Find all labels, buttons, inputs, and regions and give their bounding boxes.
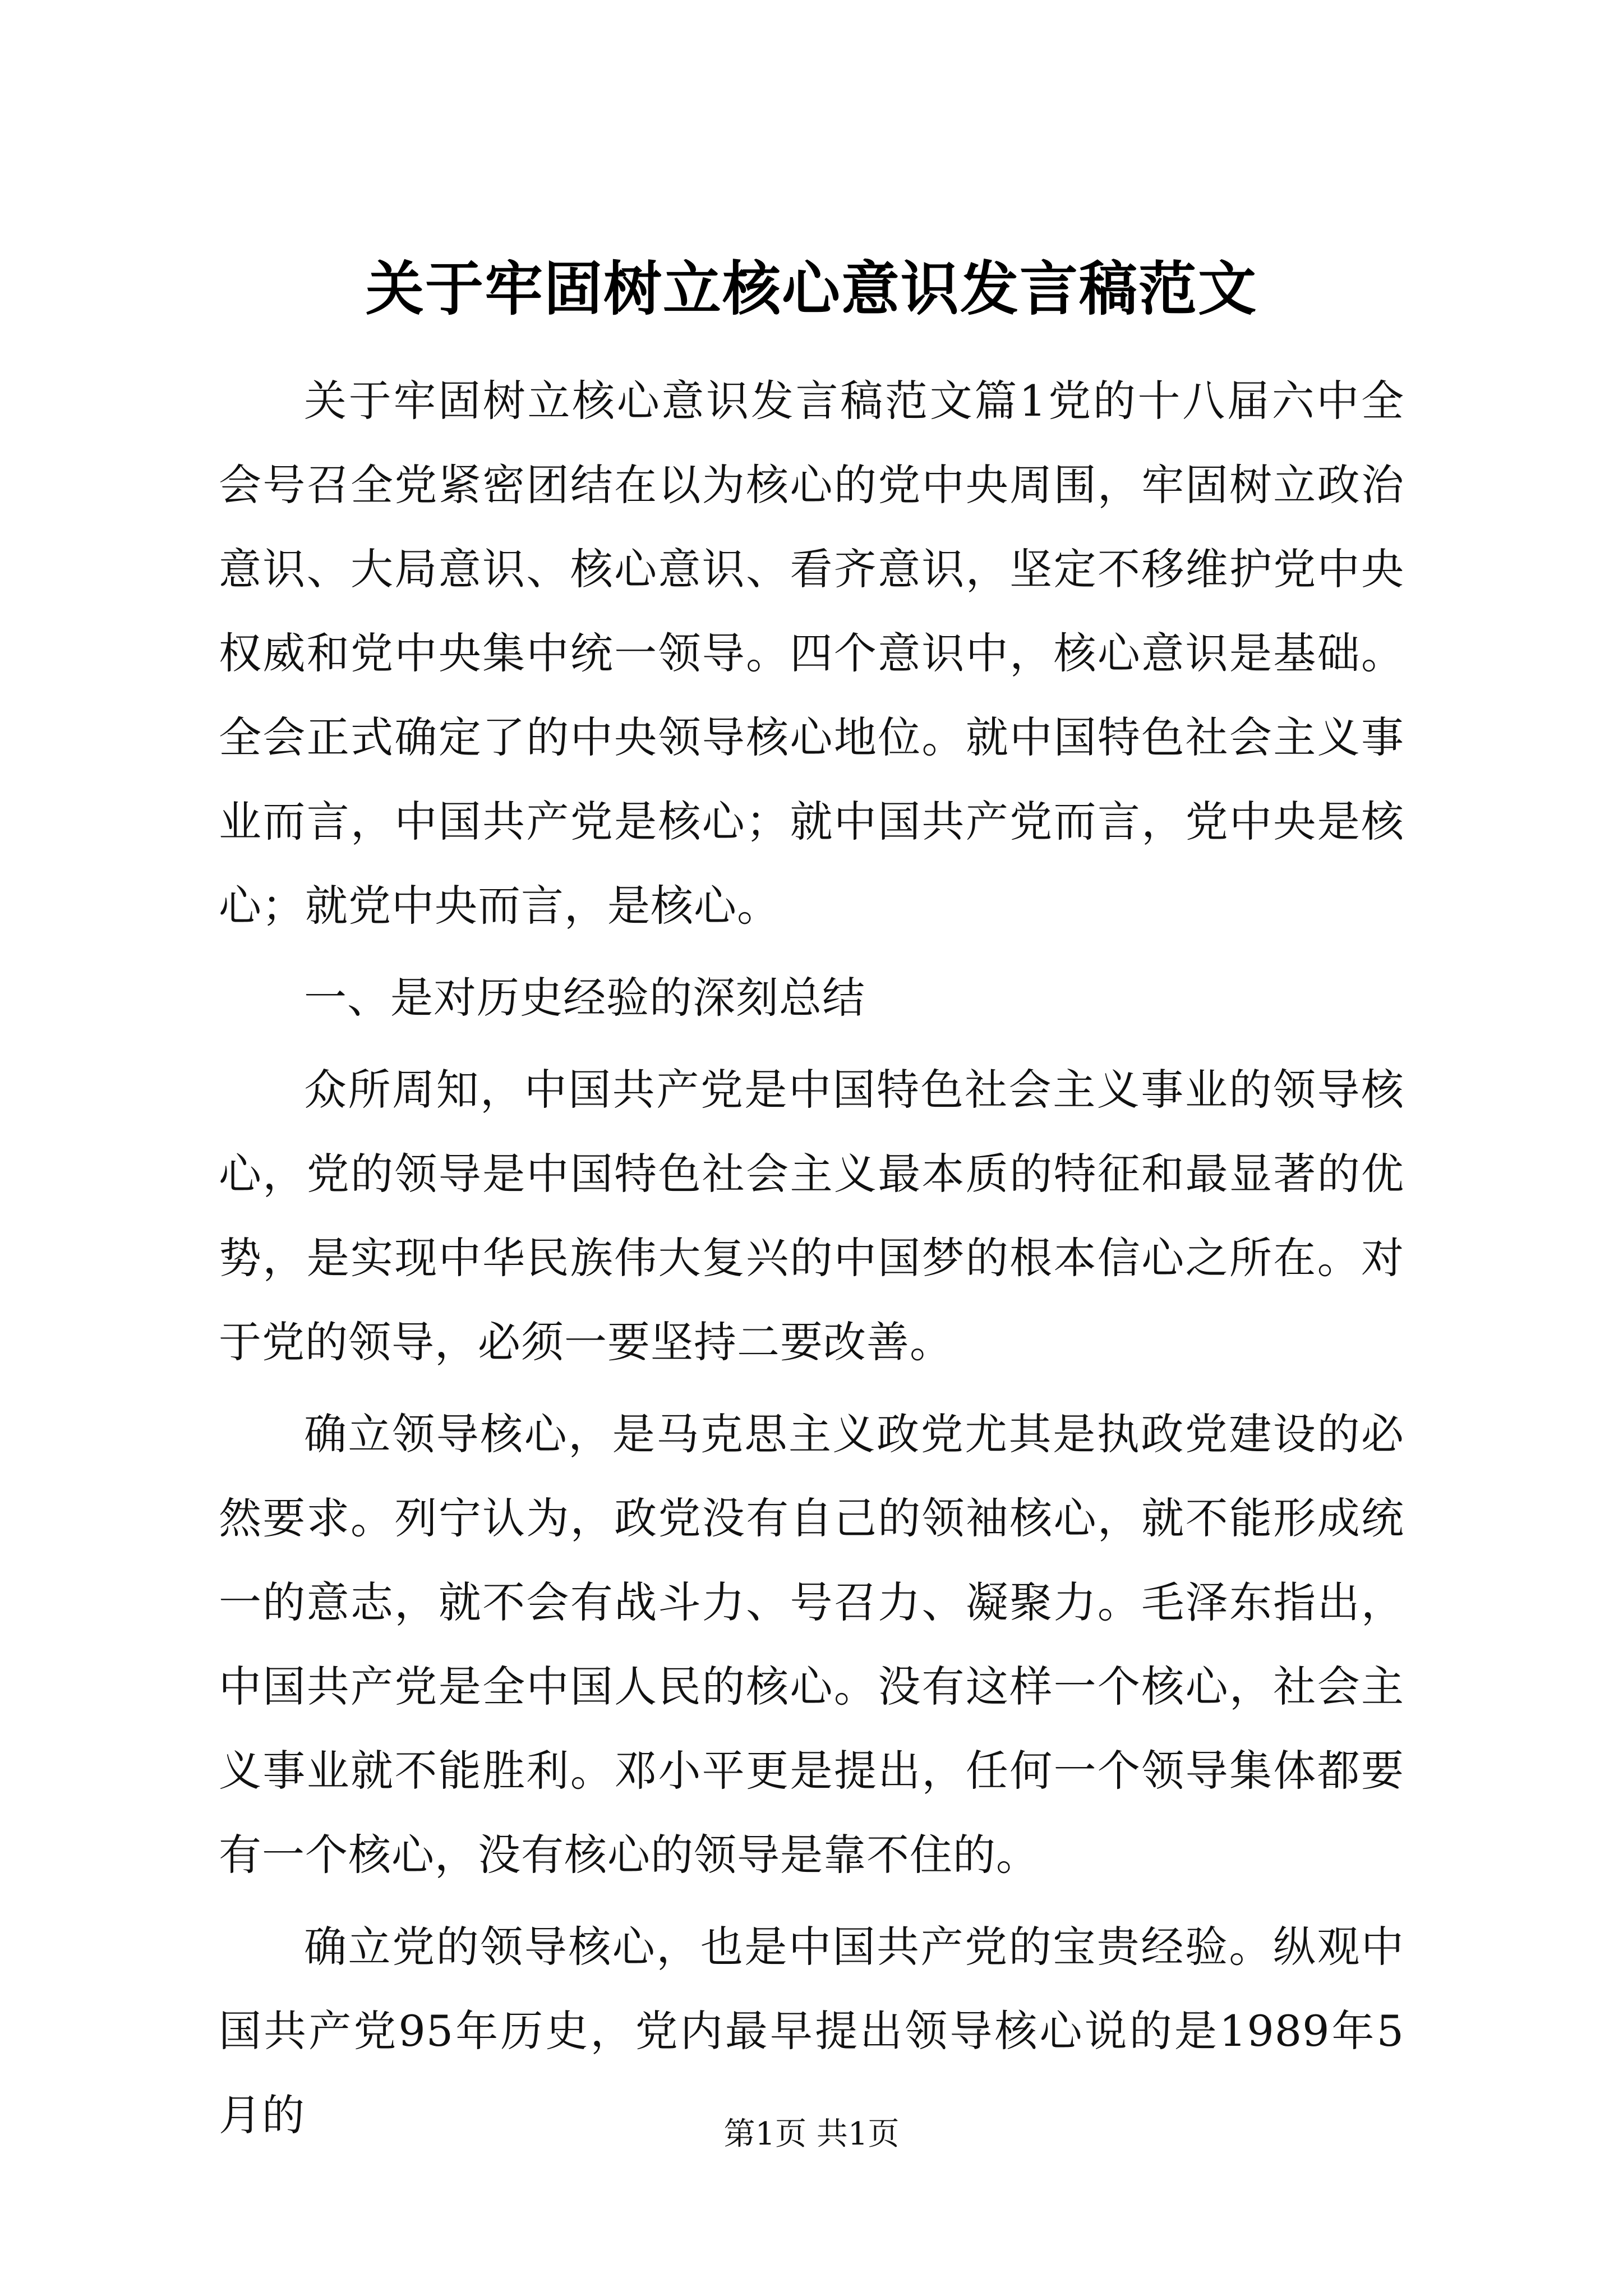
paragraph-historical-experience: 确立党的领导核心，也是中国共产党的宝贵经验。纵观中国共产党95年历史，党内最早提出领导核心说的是1989年5月的 [219, 1922, 1404, 2140]
document-title: 关于牢固树立核心意识发言稿范文 [365, 255, 1257, 323]
document-body [219, 359, 1404, 2165]
page-footer: 第1页 共1页 [723, 2116, 900, 2152]
paragraph-intro: 关于牢固树立核心意识发言稿范文篇1党的十八届六中全会号召全党紧密团结在以为核心的党中央周围，牢固树立政治意识、大局意识、核心意识、看齐意识，坚定不移维护党中央权威和党中央集中统一领导。四个意识中，核心意识是基础。全会正式确定了的中央领导核心地位。就中国特色社会主义事业而言，中国共产党是核心；就中国共产党而言，党中央是核心；就党中央而言，是核心。 [219, 376, 1404, 931]
section-heading-1: 一、是对历史经验的深刻总结 [304, 973, 865, 1023]
paragraph-party-leadership: 众所周知，中国共产党是中国特色社会主义事业的领导核心，党的领导是中国特色社会主义最本质的特征和最显著的优势，是实现中华民族伟大复兴的中国梦的根本信心之所在。对于党的领导，必须一要坚持二要改善。 [219, 1065, 1404, 1367]
paragraph-core-requirement: 确立领导核心，是马克思主义政党尤其是执政党建设的必然要求。列宁认为，政党没有自己的领袖核心，就不能形成统一的意志，就不会有战斗力、号召力、凝聚力。毛泽东指出，中国共产党是全中国人民的核心。没有这样一个核心，社会主义事业就不能胜利。邓小平更是提出，任何一个领导集体都要有一个核心，没有核心的领导是靠不住的。 [219, 1409, 1404, 1880]
